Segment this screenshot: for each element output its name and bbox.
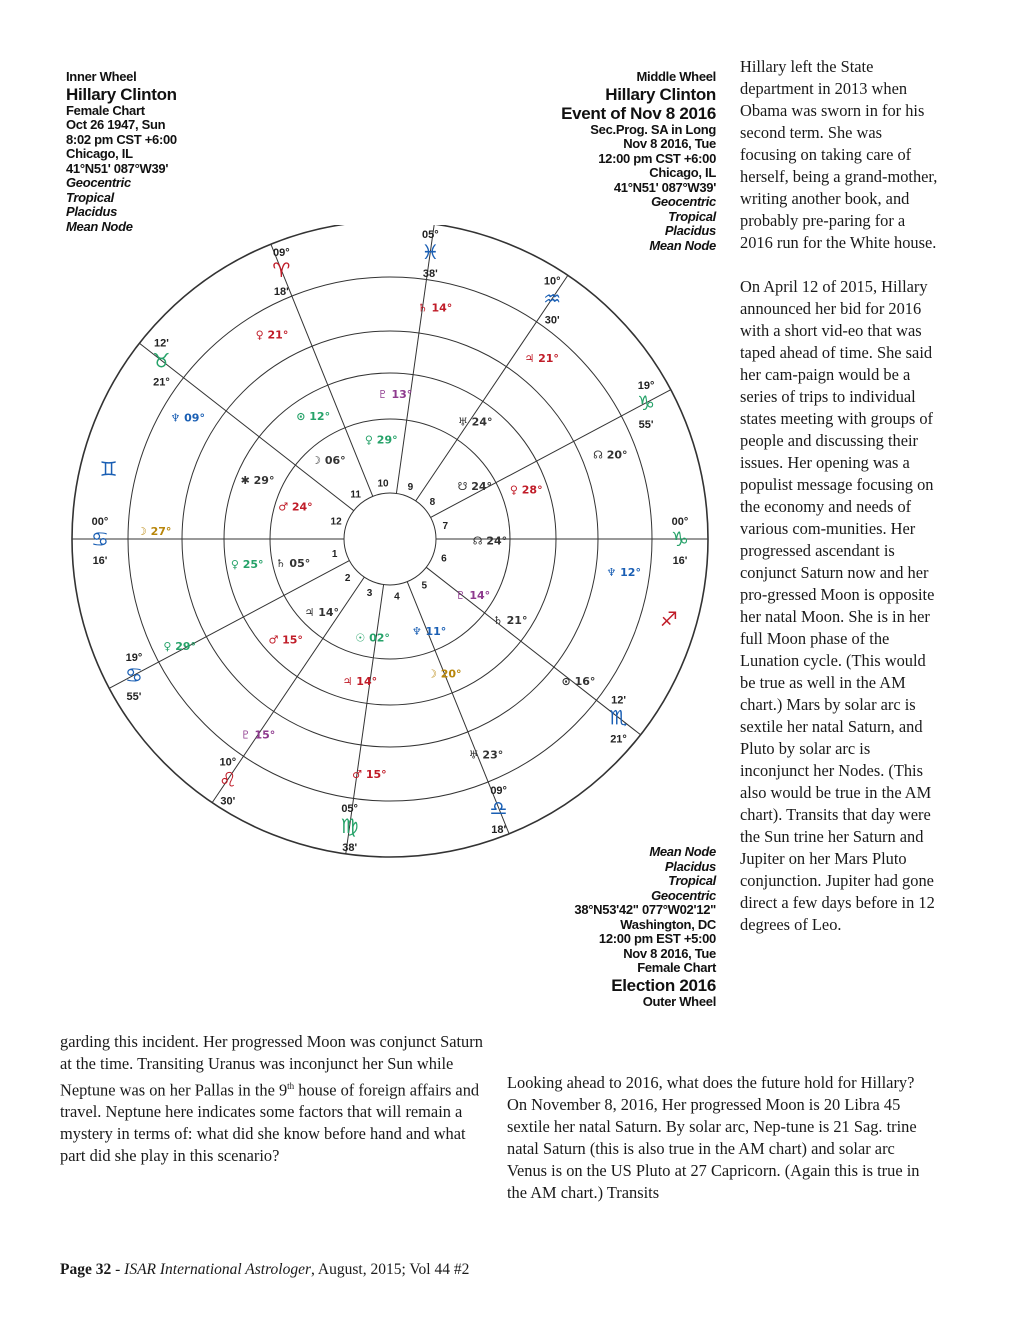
cusp-minute: 18' [491,823,507,836]
middle-wheel-houses: Placidus [664,223,716,238]
progressed-planet: ♀ 25° [230,558,264,572]
inner-wheel-system: Geocentric [66,175,131,190]
inner-wheel-chart-type: Female Chart [66,102,145,118]
zodiac-sign-glyph: ♑ [637,390,656,415]
cusp-degree: 19° [637,379,655,392]
ordinal-superscript: th [287,1081,295,1091]
house-number: 6 [441,553,447,565]
natal-planet: ♇ 14° [455,588,491,602]
middle-wheel-method: Sec.Prog. SA in Long [590,121,716,137]
zodiac-sign-glyph: ♌ [218,767,237,792]
issue-info: , August, 2015; Vol 44 #2 [311,1261,470,1278]
zodiac-sign-glyph: ♓ [421,239,440,264]
natal-planet: ♂ 24° [278,500,313,514]
house-number: 1 [331,548,338,560]
paragraph-state-department: Hillary left the State department in 2013 when Obama was sworn in for his second term. She was focusing on taking care of herself, being a grand-mother, writing another book, and probably pre-paring for a 2016 run for the White house. [740,57,938,252]
paragraph-incident-part-b: house of foreign affairs and travel. Neptune here indicates some factors that will remain a mystery in terms of: what did she know before hand and what part did she play in this scenario? [60,1080,480,1166]
inner-wheel-time: 8:02 pm CST +6:00 [66,131,177,147]
transit-planet: ♆ 09° [170,411,205,425]
cusp-degree: 09° [273,247,290,260]
natal-planet: ☋ 24° [457,480,493,494]
zodiac-sign-glyph: ♉ [152,348,171,373]
cusp-degree: 05° [341,803,358,816]
house-cusp-line [396,225,434,493]
right-text-column [740,56,940,958]
cusp-minute: 16' [92,555,108,567]
natal-planet: ☉ 02° [355,631,390,645]
outer-wheel-coords: 38°N53'42" 077°W02'12" [574,902,716,917]
middle-wheel-system: Geocentric [651,194,716,209]
cusp-degree: 12' [154,337,169,350]
zodiac-sign-glyph: ♐ [659,606,678,631]
zodiac-sign-glyph: ♒ [543,286,562,311]
outer-wheel-chart-type: Female Chart [637,960,716,975]
astrology-triwheel-chart [60,225,720,865]
zodiac-sign-glyph: ♑ [671,527,689,551]
middle-wheel-place: Chicago, IL [649,165,716,180]
outer-wheel-label: Outer Wheel [642,993,716,1009]
cusp-minute: 30' [544,314,560,327]
progressed-planet: ♃ 14° [342,674,378,688]
transit-planet: ♄ 14° [417,301,453,315]
outer-wheel-houses: Placidus [664,858,716,874]
outer-wheel-date: Nov 8 2016, Tue [623,945,716,961]
middle-wheel-label: Middle Wheel [636,69,716,84]
cusp-degree: 05° [422,228,439,241]
inner-wheel-zodiac: Tropical [66,189,114,205]
natal-planet: ☽ 06° [311,454,346,468]
natal-planet: ☊ 24° [472,534,508,548]
outer-wheel-system: Geocentric [651,887,716,903]
inner-wheel-coords: 41°N51' 087°W39' [66,160,169,176]
middle-wheel-event: Event of Nov 8 2016 [561,103,716,123]
cusp-minute: 30' [220,795,236,808]
middle-wheel-node: Mean Node [649,237,716,253]
zodiac-sign-glyph: ♏ [609,705,628,730]
transit-planet: ♅ 23° [468,748,504,762]
outer-wheel-place: Washington, DC [620,916,716,932]
cusp-degree: 00° [671,516,689,528]
page-number: Page 32 [60,1261,112,1278]
transit-planet: ♇ 15° [240,728,276,742]
natal-planet: ♆ 11° [411,625,447,639]
house-number: 5 [421,580,428,592]
transit-planet: ⊙ 16° [561,675,596,689]
house-number: 8 [429,496,436,508]
left-text-column [60,1031,490,1167]
house-number: 2 [344,573,351,585]
progressed-planet: ✱ 29° [240,474,275,488]
progressed-planet: ♇ 13° [377,388,413,402]
middle-wheel-time: 12:00 pm CST +6:00 [598,150,716,166]
transit-planet: ♆ 12° [606,565,641,579]
natal-planet: ♄ 05° [275,557,311,571]
inner-wheel-header [66,70,177,234]
house-number: 11 [350,489,361,501]
inner-wheel-name: Hillary Clinton [66,84,177,104]
cusp-minute: 16' [672,555,688,567]
cusp-degree: 10° [219,756,237,769]
inner-wheel-houses: Placidus [66,204,118,219]
middle-wheel-zodiac: Tropical [668,208,716,224]
progressed-planet: ♄ 21° [492,614,528,628]
cusp-minute: 38' [422,267,438,280]
zodiac-sign-glyph: ♍ [340,814,359,839]
zodiac-sign-glyph: ♋ [124,663,143,688]
outer-wheel-time: 12:00 pm EST +5:00 [598,931,716,946]
transit-planet: ♀ 29° [163,640,197,654]
zodiac-sign-glyph: ♎ [489,795,508,820]
house-number: 7 [442,521,449,533]
progressed-planet: ♀ 28° [509,483,543,497]
house-number: 12 [330,516,342,528]
outer-wheel-node: Mean Node [649,844,716,859]
zodiac-sign-glyph: ♊ [99,456,118,481]
zodiac-sign-glyph: ♈ [272,258,291,283]
progressed-planet: ♂ 15° [268,633,303,647]
cusp-minute: 21° [610,733,627,746]
cusp-minute: 18' [273,286,289,299]
transit-planet: ☊ 20° [593,448,628,462]
wheel-ring [344,493,436,585]
house-number: 3 [366,588,373,600]
paragraph-looking-ahead: Looking ahead to 2016, what does the future hold for Hillary? On November 8, 2016, Her progressed Moon is 20 Libra 45 sextile her natal Saturn. By solar arc, Nep-tune is 21 Sag. trine natal Saturn (this is also true in the AM chart) and solar arc Venus is on the US Pluto at 27 Capricorn. (Again this is true in the AM chart.) Transits [507,1073,920,1202]
house-number: 9 [407,481,414,493]
outer-wheel-name: Election 2016 [611,975,716,995]
paragraph-campaign: On April 12 of 2015, Hillary announced her bid for 2016 with a short vid-eo that was taped ahead of time. She said her cam-paign would be a series of trips to individual states meeting with groups of people and discussing their issues. Her opening was a populist message focusing on the economy and needs of various com-munities. Her progressed ascendant is conjunct Saturn now and her pro-gressed Moon is opposite her natal Moon. She is in her full Moon phase of the Lunation cycle. (This would be true as well in the AM chart.) Mars by solar arc is sextile her natal Saturn, and Pluto by solar arc is inconjunct her Nodes. (This also would be true in the AM chart). Transits that day were the Sun trine her Saturn and Jupiter on her Mars Pluto conjunction. Jupiter had gone direct a few days before in 12 degrees of Leo. [740,277,935,934]
inner-wheel-node: Mean Node [66,218,133,234]
transit-planet: ♃ 21° [524,352,559,366]
page-footer [60,1261,469,1279]
cusp-minute: 55' [126,691,142,704]
paragraph-incident [60,1031,490,1167]
cusp-minute: 38' [342,842,358,855]
transit-planet: ☽ 27° [136,524,172,538]
cusp-degree: 10° [543,275,561,288]
cusp-degree: 09° [490,784,507,797]
bottom-right-text-column [507,1072,927,1204]
zodiac-sign-glyph: ♋ [91,527,109,551]
publication-name: ISAR International Astrologer [124,1261,312,1278]
outer-wheel-header [574,845,716,1009]
middle-wheel-name: Hillary Clinton [605,84,716,104]
middle-wheel-date: Nov 8 2016, Tue [623,136,716,151]
house-number: 10 [377,478,389,490]
progressed-planet: ♅ 24° [457,415,493,429]
cusp-degree: 19° [125,652,143,665]
outer-wheel-zodiac: Tropical [668,873,716,888]
house-number: 4 [394,591,400,603]
inner-wheel-date: Oct 26 1947, Sun [66,117,166,132]
footer-separator: - [111,1261,125,1278]
cusp-minute: 55' [638,418,654,431]
transit-planet: ♀ 21° [255,328,289,342]
inner-wheel-label: Inner Wheel [66,69,137,84]
inner-wheel-place: Chicago, IL [66,146,133,161]
paragraph-incident-part-a: garding this incident. Her progressed Moon was conjunct Saturn at the time. Transiting Uranus was inconjunct her Sun while Neptune was on her Pallas in the 9 [60,1032,483,1100]
natal-planet: ♃ 14° [304,606,340,620]
cusp-degree: 12' [611,694,626,707]
progressed-planet: ⊙ 12° [296,410,331,424]
middle-wheel-coords: 41°N51' 087°W39' [613,179,716,195]
progressed-planet: ☽ 20° [427,667,462,681]
cusp-degree: 00° [91,516,109,528]
natal-planet: ♀ 29° [364,433,398,447]
transit-planet: ♂ 15° [352,768,387,782]
cusp-minute: 21° [153,376,170,389]
